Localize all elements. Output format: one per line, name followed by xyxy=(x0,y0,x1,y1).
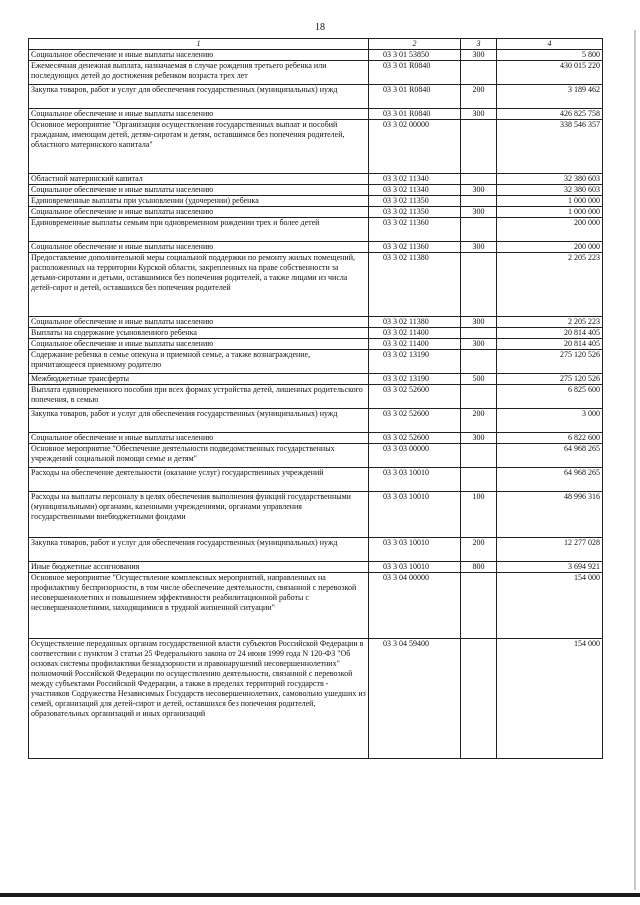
row-code: 03 3 02 11400 xyxy=(369,339,461,350)
table-row xyxy=(29,85,603,109)
column-header-code: 2 xyxy=(369,39,461,50)
table-row xyxy=(29,317,603,328)
row-name: Закупка товаров, работ и услуг для обеспечения государственных (муниципальных) нужд xyxy=(29,409,369,433)
row-code: 03 3 02 11400 xyxy=(369,328,461,339)
row-name: Социальное обеспечение и иные выплаты населению xyxy=(29,339,369,350)
row-name: Закупка товаров, работ и услуг для обеспечения государственных (муниципальных) нужд xyxy=(29,538,369,562)
table-row xyxy=(29,433,603,444)
table-row xyxy=(29,350,603,374)
row-sum: 20 814 405 xyxy=(497,328,603,339)
table-row xyxy=(29,174,603,185)
row-sum: 426 825 758 xyxy=(497,109,603,120)
row-code: 03 3 02 52600 xyxy=(369,409,461,433)
row-sum: 6 822 600 xyxy=(497,433,603,444)
row-name: Областной материнский капитал xyxy=(29,174,369,185)
row-code: 03 3 01 53850 xyxy=(369,50,461,61)
row-type: 800 xyxy=(461,562,497,573)
row-type xyxy=(461,61,497,85)
row-type: 500 xyxy=(461,374,497,385)
row-sum: 275 120 526 xyxy=(497,374,603,385)
row-code: 03 3 02 11340 xyxy=(369,174,461,185)
row-name: Основное мероприятие "Организация осуществления государственных выплат и пособий гражданам, имеющим детей, детям-сиротам и детям, оставшимся без попечения родителей, областного материнского капитала" xyxy=(29,120,369,174)
row-code: 03 3 02 11340 xyxy=(369,185,461,196)
row-code: 03 3 02 11360 xyxy=(369,242,461,253)
row-name: Предоставление дополнительной меры социальной поддержки по ремонту жилых помещений, расположенных на территории Курской области, закрепленных на праве собственности за детьми-сиротами и детьми, оставшимися без попечения родителей, а также лицами из числа детей-сирот и детей, оставшихся без попечения родителей xyxy=(29,253,369,317)
row-code: 03 3 02 52600 xyxy=(369,385,461,409)
table-row xyxy=(29,185,603,196)
row-sum: 2 205 223 xyxy=(497,317,603,328)
row-code: 03 3 02 52600 xyxy=(369,433,461,444)
row-sum: 430 015 220 xyxy=(497,61,603,85)
row-sum: 64 968 265 xyxy=(497,444,603,468)
row-name: Социальное обеспечение и иные выплаты населению xyxy=(29,242,369,253)
row-name: Закупка товаров, работ и услуг для обеспечения государственных (муниципальных) нужд xyxy=(29,85,369,109)
row-type: 300 xyxy=(461,339,497,350)
row-sum: 48 996 316 xyxy=(497,492,603,538)
row-type: 200 xyxy=(461,409,497,433)
row-code: 03 3 03 10010 xyxy=(369,562,461,573)
row-name: Социальное обеспечение и иные выплаты населению xyxy=(29,207,369,218)
row-sum: 154 000 xyxy=(497,639,603,759)
scan-bottom-border xyxy=(0,893,640,897)
row-name: Социальное обеспечение и иные выплаты населению xyxy=(29,317,369,328)
table-row xyxy=(29,196,603,207)
row-name: Выплаты на содержание усыновленного ребенка xyxy=(29,328,369,339)
row-name: Содержание ребенка в семье опекуна и приемной семье, а также вознаграждение, причитающееся приемному родителю xyxy=(29,350,369,374)
row-name: Основное мероприятие "Обеспечение деятельности подведомственных государственных учреждений социальной помощи семье и детям" xyxy=(29,444,369,468)
row-type: 100 xyxy=(461,492,497,538)
row-sum: 1 000 000 xyxy=(497,196,603,207)
row-type xyxy=(461,174,497,185)
table-row xyxy=(29,109,603,120)
row-type xyxy=(461,385,497,409)
header-row xyxy=(29,39,603,50)
row-sum: 275 120 526 xyxy=(497,350,603,374)
row-code: 03 3 02 13190 xyxy=(369,374,461,385)
row-code: 03 3 02 11380 xyxy=(369,253,461,317)
row-type: 300 xyxy=(461,207,497,218)
column-header-sum: 4 xyxy=(497,39,603,50)
table-row xyxy=(29,339,603,350)
row-code: 03 3 02 11350 xyxy=(369,196,461,207)
row-name: Выплата единовременного пособия при всех формах устройства детей, лишенных родительского попечения, в семью xyxy=(29,385,369,409)
row-code: 03 3 02 13190 xyxy=(369,350,461,374)
row-name: Основное мероприятие "Осуществление комплексных мероприятий, направленных на профилактику беспризорности, в том числе обеспечение деятельности, связанной с перевозкой несовершеннолетних и повышением эффективности реабилитационной работы с несовершеннолетними, находящимися в трудной жизненной ситуации" xyxy=(29,573,369,639)
row-code: 03 3 02 00000 xyxy=(369,120,461,174)
page-number: 18 xyxy=(315,22,325,33)
table-row xyxy=(29,444,603,468)
table-row xyxy=(29,253,603,317)
table-row xyxy=(29,50,603,61)
row-type: 300 xyxy=(461,50,497,61)
table-row xyxy=(29,218,603,242)
row-sum: 6 825 600 xyxy=(497,385,603,409)
table-row xyxy=(29,120,603,174)
row-code: 03 3 01 R0840 xyxy=(369,85,461,109)
row-code: 03 3 04 00000 xyxy=(369,573,461,639)
row-sum: 3 000 xyxy=(497,409,603,433)
row-type: 300 xyxy=(461,109,497,120)
row-sum: 12 277 028 xyxy=(497,538,603,562)
table-row xyxy=(29,409,603,433)
row-sum: 32 380 603 xyxy=(497,174,603,185)
table-row xyxy=(29,468,603,492)
row-sum: 32 380 603 xyxy=(497,185,603,196)
row-code: 03 3 02 11380 xyxy=(369,317,461,328)
row-name: Ежемесячная денежная выплата, назначаемая в случае рождения третьего ребенка или последующих детей до достижения ребенком возраста трех лет xyxy=(29,61,369,85)
row-code: 03 3 03 10010 xyxy=(369,468,461,492)
row-name: Расходы на обеспечение деятельности (оказание услуг) государственных учреждений xyxy=(29,468,369,492)
row-sum: 3 189 462 xyxy=(497,85,603,109)
row-name: Единовременные выплаты семьям при одновременном рождении трех и более детей xyxy=(29,218,369,242)
table-row xyxy=(29,61,603,85)
row-type xyxy=(461,350,497,374)
row-sum: 20 814 405 xyxy=(497,339,603,350)
row-type xyxy=(461,218,497,242)
row-name: Социальное обеспечение и иные выплаты населению xyxy=(29,185,369,196)
row-type xyxy=(461,573,497,639)
row-name: Расходы на выплаты персоналу в целях обеспечения выполнения функций государственными (муниципальными) органами, казенными учреждениями, органами управления государственными внебюджетными фондами xyxy=(29,492,369,538)
table-row xyxy=(29,573,603,639)
row-type xyxy=(461,120,497,174)
budget-table xyxy=(28,38,603,759)
row-name: Социальное обеспечение и иные выплаты населению xyxy=(29,433,369,444)
table-row xyxy=(29,207,603,218)
row-code: 03 3 03 10010 xyxy=(369,492,461,538)
row-type: 300 xyxy=(461,433,497,444)
table-row xyxy=(29,562,603,573)
row-code: 03 3 03 00000 xyxy=(369,444,461,468)
table-row xyxy=(29,374,603,385)
row-sum: 1 000 000 xyxy=(497,207,603,218)
row-name: Социальное обеспечение и иные выплаты населению xyxy=(29,109,369,120)
row-type xyxy=(461,639,497,759)
row-sum: 5 800 xyxy=(497,50,603,61)
table-row xyxy=(29,328,603,339)
row-type: 300 xyxy=(461,242,497,253)
table-row xyxy=(29,492,603,538)
row-type xyxy=(461,468,497,492)
row-name: Социальное обеспечение и иные выплаты населению xyxy=(29,50,369,61)
row-type xyxy=(461,328,497,339)
row-sum: 200 000 xyxy=(497,242,603,253)
row-code: 03 3 01 R0840 xyxy=(369,61,461,85)
row-name: Иные бюджетные ассигнования xyxy=(29,562,369,573)
row-sum: 2 205 223 xyxy=(497,253,603,317)
row-sum: 154 000 xyxy=(497,573,603,639)
row-name: Межбюджетные трансферты xyxy=(29,374,369,385)
row-type xyxy=(461,444,497,468)
row-name: Единовременные выплаты при усыновлении (удочерении) ребенка xyxy=(29,196,369,207)
row-sum: 200 000 xyxy=(497,218,603,242)
row-code: 03 3 02 11350 xyxy=(369,207,461,218)
table-row xyxy=(29,538,603,562)
column-header-name: 1 xyxy=(29,39,369,50)
row-code: 03 3 03 10010 xyxy=(369,538,461,562)
row-type xyxy=(461,196,497,207)
row-code: 03 3 02 11360 xyxy=(369,218,461,242)
row-name: Осуществление переданных органам государственной власти субъектов Российской Федерации в соответствии с пунктом 3 статьи 25 Федерального закона от 24 июня 1999 года N 120-ФЗ "Об основах системы профилактики безнадзорности и правонарушений несовершеннолетних" полномочий Российской Федерации по осуществлению деятельности, связанной с перевозкой между субъектами Российской Федерации, а также в пределах территорий государств - участников Содружества Независимых Государств несовершеннолетних, самовольно ушедших из семей, организаций для детей-сирот и детей, оставшихся без попечения родителей, образовательных организаций и иных организаций xyxy=(29,639,369,759)
row-code: 03 3 01 R0840 xyxy=(369,109,461,120)
table-row xyxy=(29,639,603,759)
table-row xyxy=(29,242,603,253)
row-type: 200 xyxy=(461,538,497,562)
row-sum: 338 546 357 xyxy=(497,120,603,174)
scan-edge-shadow xyxy=(634,30,636,890)
table-row xyxy=(29,385,603,409)
row-sum: 64 968 265 xyxy=(497,468,603,492)
row-type xyxy=(461,253,497,317)
row-sum: 3 694 921 xyxy=(497,562,603,573)
column-header-type: 3 xyxy=(461,39,497,50)
row-type: 300 xyxy=(461,185,497,196)
row-type: 200 xyxy=(461,85,497,109)
row-code: 03 3 04 59400 xyxy=(369,639,461,759)
row-type: 300 xyxy=(461,317,497,328)
